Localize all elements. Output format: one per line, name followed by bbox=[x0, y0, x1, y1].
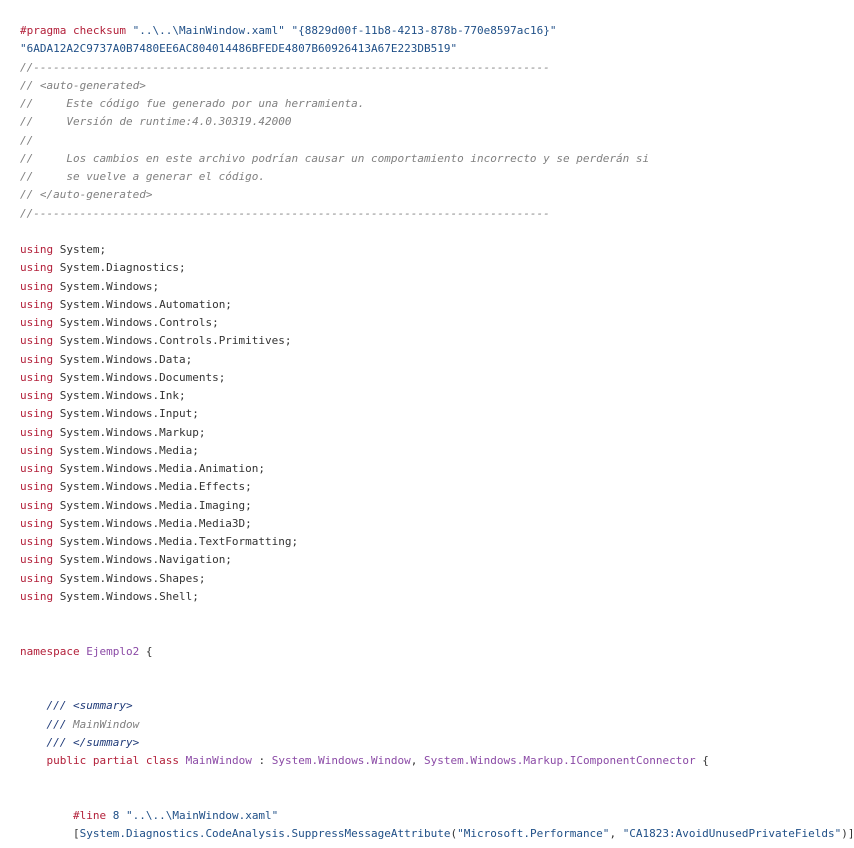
code-line[interactable] bbox=[20, 460, 854, 478]
code-token-keyword: using bbox=[20, 297, 54, 311]
code-token-comment: // Versión de runtime:4.0.30319.42000 bbox=[20, 115, 292, 129]
code-token-preproc: #pragma checksum bbox=[20, 24, 133, 37]
code-token-plain bbox=[20, 699, 47, 712]
code-token-keyword: class bbox=[145, 754, 179, 767]
code-line[interactable] bbox=[20, 296, 854, 314]
code-token-keyword: using bbox=[20, 480, 54, 494]
code-token-comment: // </auto-generated> bbox=[20, 188, 153, 202]
code-token-plain: System.Diagnostics; bbox=[53, 261, 186, 275]
code-line[interactable] bbox=[20, 278, 854, 296]
code-line[interactable] bbox=[20, 59, 854, 77]
code-token-type: System.Windows.Window bbox=[271, 754, 411, 767]
code-token-plain: System.Windows.Media; bbox=[53, 443, 199, 457]
code-token-plain: System; bbox=[53, 243, 107, 256]
code-line[interactable] bbox=[20, 40, 854, 58]
code-line[interactable] bbox=[20, 551, 854, 569]
code-line[interactable] bbox=[20, 186, 854, 204]
code-token-keyword: using bbox=[20, 389, 54, 402]
code-line[interactable] bbox=[20, 588, 854, 606]
code-token-plain: )] bbox=[841, 827, 854, 840]
code-line[interactable] bbox=[20, 205, 854, 223]
code-token-plain: ( bbox=[450, 827, 458, 840]
code-token-plain bbox=[20, 754, 47, 767]
code-token-plain: System.Windows.Controls.Primitives; bbox=[53, 334, 292, 348]
code-line[interactable] bbox=[20, 405, 854, 423]
code-line[interactable] bbox=[20, 624, 854, 642]
code-line[interactable] bbox=[20, 606, 854, 624]
code-token-xmldoc-tag: /// <summary> bbox=[46, 699, 133, 713]
code-token-comment: // <auto-generated> bbox=[20, 78, 146, 92]
code-token-preproc: #line bbox=[72, 808, 107, 822]
code-token-plain: System.Windows.Input; bbox=[53, 407, 199, 421]
code-token-keyword: using bbox=[20, 516, 54, 530]
code-token-plain: , bbox=[410, 754, 425, 767]
code-token-plain: System.Windows.Media.Imaging; bbox=[53, 498, 252, 512]
code-token-type: Ejemplo2 bbox=[86, 644, 140, 658]
code-line[interactable] bbox=[20, 752, 854, 770]
code-token-comment: // se vuelve a generar el código. bbox=[20, 170, 266, 183]
code-token-string: "..\..\MainWindow.xaml" "{8829d00f-11b8-4213-878b-770e8597ac16}" bbox=[132, 24, 557, 37]
code-token-plain: System.Windows.Controls; bbox=[53, 316, 219, 329]
code-line[interactable] bbox=[20, 789, 854, 807]
code-token-plain bbox=[86, 754, 93, 767]
code-token-xmldoc-tag: /// </summary> bbox=[46, 735, 140, 749]
code-token-keyword: using bbox=[20, 316, 54, 329]
code-line[interactable] bbox=[20, 825, 854, 843]
code-line[interactable] bbox=[20, 533, 854, 551]
code-token-type: System.Windows.Markup.IComponentConnector bbox=[424, 754, 696, 767]
code-token-keyword: using bbox=[20, 243, 54, 256]
code-token-keyword: using bbox=[20, 589, 54, 603]
code-line[interactable] bbox=[20, 241, 854, 259]
code-token-plain: System.Windows.Media.TextFormatting; bbox=[53, 535, 299, 548]
code-token-plain: { bbox=[695, 754, 709, 767]
code-line[interactable] bbox=[20, 661, 854, 679]
code-token-plain: System.Windows.Media.Effects; bbox=[53, 480, 252, 494]
code-line[interactable] bbox=[20, 807, 854, 825]
code-token-plain: System.Windows.Shapes; bbox=[53, 571, 206, 585]
code-token-plain: System.Windows.Navigation; bbox=[53, 553, 232, 567]
code-token-keyword: using bbox=[20, 261, 54, 275]
code-token-plain: { bbox=[139, 644, 153, 658]
code-token-comment: MainWindow bbox=[66, 717, 140, 731]
code-line[interactable] bbox=[20, 716, 854, 734]
code-token-keyword: using bbox=[20, 352, 54, 366]
code-token-keyword: using bbox=[20, 279, 54, 293]
code-token-keyword: using bbox=[20, 462, 54, 475]
code-token-keyword: using bbox=[20, 334, 54, 348]
code-line[interactable] bbox=[20, 132, 854, 150]
code-token-plain: System.Windows.Markup; bbox=[53, 425, 206, 439]
code-line[interactable] bbox=[20, 770, 854, 788]
code-token-keyword: using bbox=[20, 498, 54, 512]
code-line[interactable] bbox=[20, 22, 854, 40]
code-line[interactable] bbox=[20, 497, 854, 515]
code-line[interactable] bbox=[20, 515, 854, 533]
code-token-plain bbox=[179, 754, 186, 767]
code-token-keyword: using bbox=[20, 553, 54, 567]
code-token-keyword: namespace bbox=[20, 644, 80, 658]
code-token-keyword: using bbox=[20, 407, 54, 421]
code-line[interactable] bbox=[20, 424, 854, 442]
code-line[interactable] bbox=[20, 332, 854, 350]
code-token-keyword: partial bbox=[92, 754, 140, 767]
code-line[interactable] bbox=[20, 314, 854, 332]
code-line[interactable] bbox=[20, 734, 854, 752]
code-token-comment: // Este código fue generado por una herramienta. bbox=[20, 97, 365, 110]
code-line[interactable] bbox=[20, 369, 854, 387]
code-token-number: 8 bbox=[106, 808, 126, 822]
code-line[interactable] bbox=[20, 223, 854, 241]
code-line[interactable] bbox=[20, 95, 854, 113]
code-line[interactable] bbox=[20, 478, 854, 496]
code-token-keyword: using bbox=[20, 425, 54, 439]
code-token-plain: [ bbox=[20, 827, 80, 840]
code-line[interactable] bbox=[20, 168, 854, 186]
code-token-plain: System.Windows.Media.Animation; bbox=[53, 462, 266, 475]
code-token-string: "6ADA12A2C9737A0B7480EE6AC804014486BFEDE4807B60926413A67E223DB519" bbox=[20, 42, 458, 56]
code-token-plain: , bbox=[609, 827, 623, 840]
code-token-keyword: using bbox=[20, 571, 54, 585]
code-line[interactable] bbox=[20, 259, 854, 277]
code-token-comment: // Los cambios en este archivo podrían causar un comportamiento incorrecto y se perderán si bbox=[20, 151, 650, 165]
code-line[interactable] bbox=[20, 113, 854, 131]
code-token-plain: System.Windows.Data; bbox=[53, 352, 193, 366]
code-token-plain bbox=[139, 754, 146, 767]
code-line[interactable] bbox=[20, 697, 854, 715]
code-token-plain: System.Windows.Ink; bbox=[53, 389, 186, 402]
code-line[interactable] bbox=[20, 387, 854, 405]
code-lines bbox=[20, 22, 854, 843]
code-line[interactable] bbox=[20, 442, 854, 460]
code-token-comment: //------------------------------------------------------------------------------ bbox=[20, 206, 550, 220]
code-token-plain: System.Windows.Automation; bbox=[53, 297, 232, 311]
code-token-string: "CA1823:AvoidUnusedPrivateFields" bbox=[622, 827, 842, 840]
code-token-keyword: public bbox=[46, 754, 87, 767]
code-token-plain: System.Windows.Shell; bbox=[53, 589, 199, 603]
code-line[interactable] bbox=[20, 570, 854, 588]
code-token-plain: : bbox=[251, 754, 272, 767]
code-token-plain: System.Windows.Documents; bbox=[53, 370, 226, 384]
code-line[interactable] bbox=[20, 150, 854, 168]
code-line[interactable] bbox=[20, 351, 854, 369]
code-token-keyword: using bbox=[20, 443, 54, 457]
code-token-comment: // bbox=[20, 133, 34, 147]
code-token-type: MainWindow bbox=[185, 754, 252, 767]
code-line[interactable] bbox=[20, 643, 854, 661]
code-token-plain: System.Windows; bbox=[53, 279, 160, 293]
code-token-plain: System.Windows.Media.Media3D; bbox=[53, 516, 252, 530]
code-token-comment: //------------------------------------------------------------------------------ bbox=[20, 60, 550, 74]
code-token-attr: System.Diagnostics.CodeAnalysis.SuppressMessageAttribute bbox=[79, 827, 451, 840]
code-token-string: "..\..\MainWindow.xaml" bbox=[125, 808, 279, 822]
code-token-plain bbox=[20, 809, 73, 822]
code-line[interactable] bbox=[20, 679, 854, 697]
code-token-xmldoc-tag: /// bbox=[46, 717, 67, 731]
code-token-plain bbox=[20, 736, 47, 749]
code-line[interactable] bbox=[20, 77, 854, 95]
code-token-string: "Microsoft.Performance" bbox=[457, 827, 610, 840]
code-token-keyword: using bbox=[20, 370, 54, 384]
code-token-keyword: using bbox=[20, 535, 54, 548]
code-token-plain bbox=[20, 718, 47, 731]
